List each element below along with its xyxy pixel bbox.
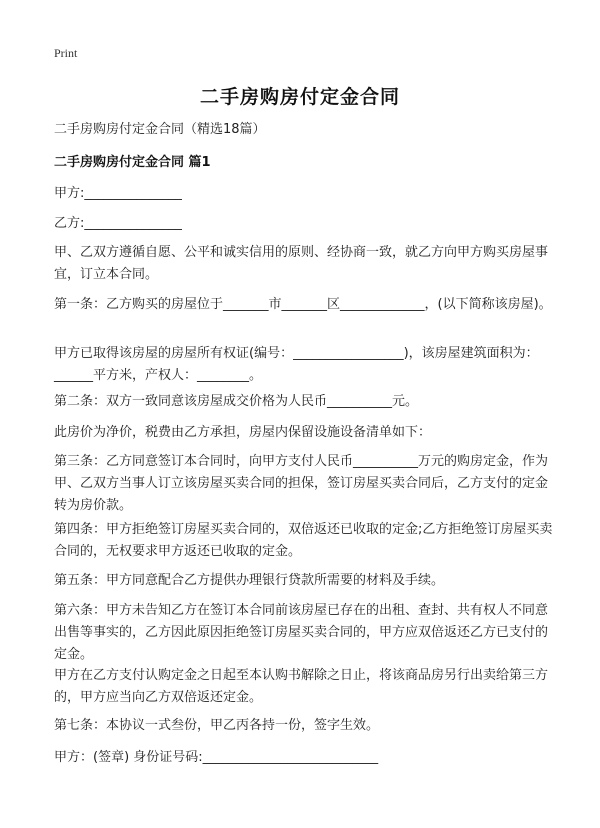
- party-a-line: 甲方:_______________: [54, 186, 182, 201]
- net-price-paragraph: 此房价为净价，税费由乙方承担，房屋内保留设施设备清单如下：: [54, 425, 432, 440]
- print-link[interactable]: Print: [54, 46, 78, 60]
- article-2-paragraph: 第二条：双方一致同意该房屋成交价格为人民币__________元。: [54, 394, 419, 409]
- document-subtitle: 二手房购房付定金合同（精选18篇）: [54, 122, 266, 137]
- article-3-paragraph: 第三条：乙方同意签订本合同时，向甲方支付人民币__________万元的购房定金，作为甲、乙双方当事人订立该房屋买卖合同的担保，签订房屋买卖合同后，乙方支付的定金转为房价款。: [54, 454, 549, 513]
- article-7-paragraph: 第七条：本协议一式叁份，甲乙丙各持一份，签字生效。: [54, 718, 380, 733]
- resale-paragraph: 甲方在乙方支付认购定金之日起至本认购书解除之日止，将该商品房另行出卖给第三方的，甲方应当向乙方双倍返还定金。: [54, 668, 549, 705]
- party-b-line: 乙方:_______________: [54, 216, 182, 231]
- article-1-paragraph: 第一条：乙方购买的房屋位于_______市_______区_____________，(以下简称该房屋)。: [54, 297, 552, 312]
- certificate-paragraph: 甲方已取得该房屋的房屋所有权证(编号：_________________)，该房屋建筑面积为：______平方米，产权人：________。: [54, 346, 539, 383]
- intro-paragraph: 甲、乙双方遵循自愿、公平和诚实信用的原则、经协商一致，就乙方向甲方购买房屋事宜，订立本合同。: [54, 245, 549, 282]
- article-4-paragraph: 第四条：甲方拒绝签订房屋买卖合同的，双倍返还已收取的定金;乙方拒绝签订房屋买卖合同的，无权要求甲方返还已收取的定金。: [54, 522, 553, 559]
- article-6-paragraph: 第六条：甲方未告知乙方在签订本合同前该房屋已存在的出租、查封、共有权人不同意出售等事实的，乙方因此原因拒绝签订房屋买卖合同的，甲方应双倍返还乙方已支付的定金。: [54, 603, 549, 662]
- page-title: 二手房购房付定金合同: [199, 86, 400, 108]
- section-heading: 二手房购房付定金合同 篇1: [54, 155, 211, 170]
- article-5-paragraph: 第五条：甲方同意配合乙方提供办理银行贷款所需要的材料及手续。: [54, 573, 445, 588]
- signature-line: 甲方：(签章) 身份证号码:___________________________: [54, 750, 379, 765]
